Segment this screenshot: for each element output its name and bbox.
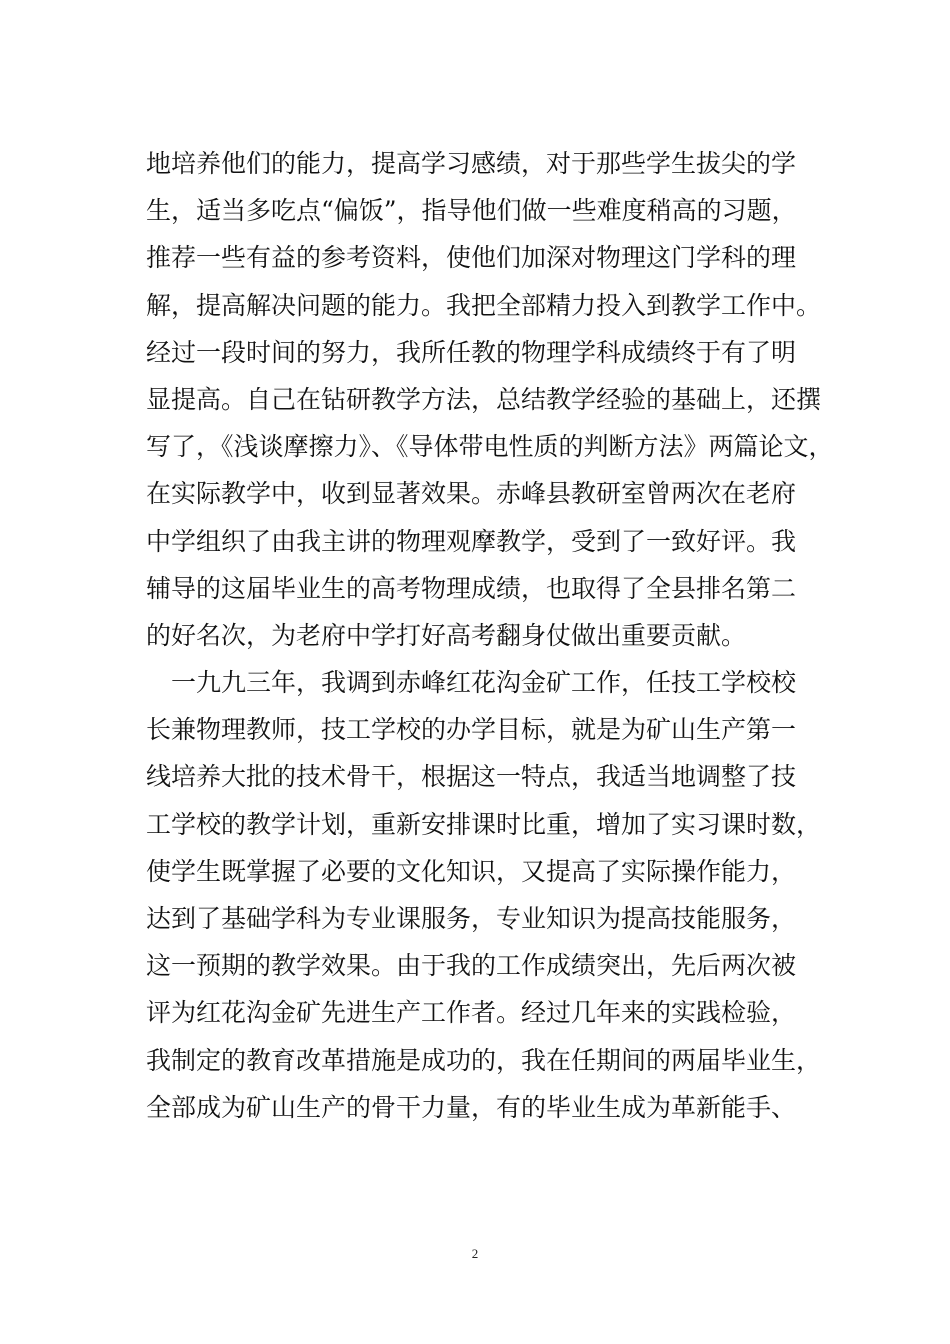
text-line: 一九九三年，我调到赤峰红花沟金矿工作，任技工学校校 [146,668,797,698]
text-line: 线培养大批的技术骨干，根据这一特点，我适当地调整了技 [146,762,797,792]
text-line: 使学生既掌握了必要的文化知识，又提高了实际操作能力， [146,856,797,886]
text-line: 我制定的教育改革措施是成功的，我在任期间的两届毕业生， [146,1045,822,1075]
text-line: 解，提高解决问题的能力。我把全部精力投入到教学工作中。 [146,290,822,320]
body-text [146,140,834,1131]
text-line: 这一预期的教学效果。由于我的工作成绩突出，先后两次被 [146,951,797,981]
page-number: 2 [471,1246,479,1261]
text-line: 的好名次，为老府中学打好高考翻身仗做出重要贡献。 [146,620,747,650]
text-line: 长兼物理教师，技工学校的办学目标，就是为矿山生产第一 [146,715,797,745]
text-line: 工学校的教学计划，重新安排课时比重，增加了实习课时数， [146,809,822,839]
text-line: 生，适当多吃点“偏饭”，指导他们做一些难度稍高的习题， [146,196,797,226]
text-line: 地培养他们的能力，提高学习感绩，对于那些学生拔尖的学 [146,149,797,178]
text-line: 推荐一些有益的参考资料，使他们加深对物理这门学科的理 [146,243,797,273]
text-line: 在实际教学中，收到显著效果。赤峰县教研室曾两次在老府 [146,479,797,509]
text-line: 中学组织了由我主讲的物理观摩教学，受到了一致好评。我 [146,526,797,556]
text-line: 辅导的这届毕业生的高考物理成绩，也取得了全县排名第二 [146,573,797,603]
text-line: 写了，《浅谈摩擦力》、《导体带电性质的判断方法》两篇论文， [146,432,834,462]
text-line: 经过一段时间的努力，我所任教的物理学科成绩终于有了明 [146,337,797,367]
text-line: 评为红花沟金矿先进生产工作者。经过几年来的实践检验， [146,998,797,1028]
text-line: 显提高。自己在钻研教学方法，总结教学经验的基础上，还撰 [146,384,822,414]
text-line: 全部成为矿山生产的骨干力量，有的毕业生成为革新能手、 [146,1092,797,1122]
text-line: 达到了基础学科为专业课服务，专业知识为提高技能服务， [146,904,797,933]
